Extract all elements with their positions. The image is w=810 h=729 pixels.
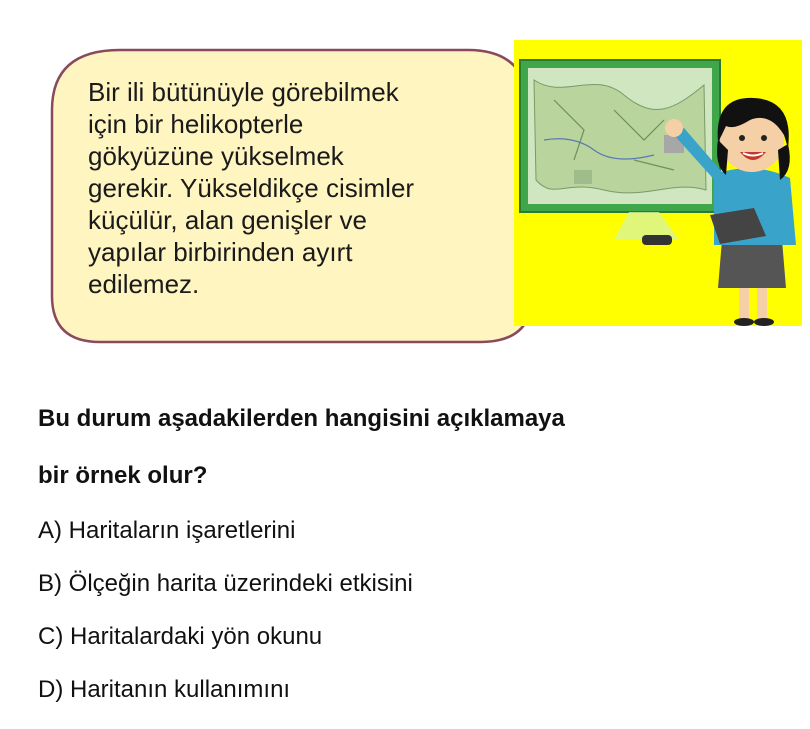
question-line: bir örnek olur? (38, 462, 208, 489)
bubble-line: küçülür, alan genişler ve (88, 205, 367, 235)
bubble-line: Bir ili bütünüyle görebilmek (88, 77, 399, 107)
question-text (38, 405, 565, 490)
bubble-line: gerekir. Yükseldikçe cisimler (88, 173, 415, 203)
option-b[interactable]: B) Ölçeğin harita üzerindeki etkisini (38, 570, 413, 597)
answer-options (38, 517, 413, 729)
bubble-line: için bir helikopterle (88, 109, 304, 139)
bubble-line: edilemez. (88, 269, 200, 299)
teacher-illustration (514, 40, 802, 326)
option-c[interactable]: C) Haritalardaki yön okunu (38, 623, 323, 650)
question-line: Bu durum aşadakilerden hangisini açıklamaya (38, 405, 565, 432)
option-d[interactable]: D) Haritanın kullanımını (38, 676, 291, 703)
speech-bubble-text (88, 76, 508, 300)
bubble-line: yapılar birbirinden ayırt (88, 237, 353, 267)
bubble-line: gökyüzüne yükselmek (88, 141, 344, 171)
option-a[interactable]: A) Haritaların işaretlerini (38, 517, 296, 544)
